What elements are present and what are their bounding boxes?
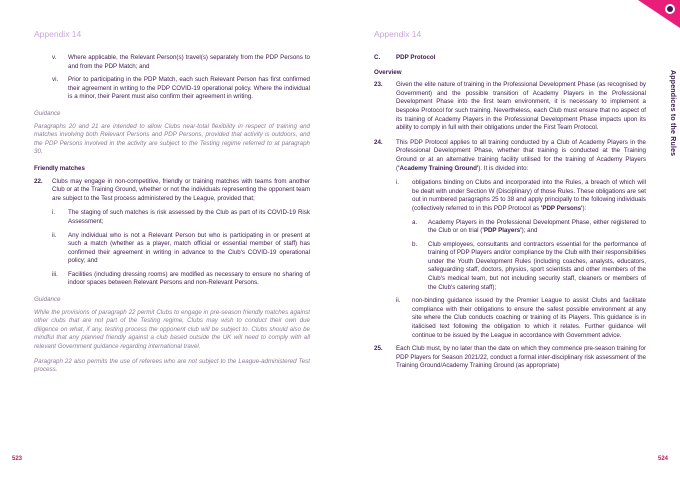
item-vi: [52, 76, 310, 102]
list-item: [52, 271, 310, 288]
page-number-right: 524: [657, 456, 668, 462]
paragraph-text: Given the elite nature of training in the Professional Development Phase (as recognised by Government) and the possible transition of Academy Players in the Professional Development Phase into the first team environment, it is necessary to implement a bespoke Protocol for such training. Nevertheless, each Club must ensure that no aspect of its training of Academy Players in the Professional Development Phase impacts upon its ability to comply in full with their obligations under the First Team Protocol.: [396, 81, 646, 132]
list-item: [52, 232, 310, 266]
paragraph-number: 24.: [374, 138, 383, 146]
item-text: Where applicable, the Relevant Person(s) travel(s) separately from the PDP Persons to and from the PDP Match; and: [68, 54, 310, 70]
list-item: [396, 179, 646, 213]
item-text: Prior to participating in the PDP Match, each such Relevant Person has first confirmed their agreement in writing to the PDP COVID-19 operational policy. Where the individual is a minor, their Parent must also confirm their agreement in writing.: [68, 76, 310, 101]
overview-heading: Overview: [374, 68, 402, 76]
section-title: PDP Protocol: [396, 54, 436, 61]
right-header: Appendix 14: [374, 29, 422, 39]
paragraph-text: This PDP Protocol applies to all training conducted by a Club of Academy Players in the Professional Development Phase, whether that training is conducted at the Training Ground or at an alternative training facility utilised for the training of Academy Players ('Academy Training Ground'). It is divided into:: [396, 138, 646, 172]
guidance-text: Paragraph 22 also permits the use of referees who are not subject to the League-administered Test process.: [34, 357, 310, 374]
right-page: [340, 0, 680, 483]
item-label: b.: [412, 240, 418, 248]
paragraph-text: Clubs may engage in non-competitive, friendly or training matches with teams from another Club or at the Training Ground, whether or not the individuals representing the opponent team are subject to the Test process administered by the League, provided that;: [52, 177, 310, 202]
guidance-text: Paragraphs 20 and 21 are intended to allow Clubs near-total flexibility in respect of training and matches involving both Relevant Persons and PDP Persons, provided that activity is outdoors, and the PDP Persons involved in the activity are subject to the Testing regime referred to at paragraph 30.: [34, 122, 310, 156]
premier-league-logo-corner: [628, 0, 680, 28]
paragraph-text: Each Club must, by no later than the date on which they commence pre-season training for PDP Players for Season 2021/22, conduct a formal inter-disciplinary risk assessment of the Training Ground/Academy Training Ground (as appropriate): [396, 345, 646, 370]
paragraph-number: 22.: [34, 177, 43, 185]
guidance-heading: Guidance: [34, 296, 61, 304]
paragraph-number: 25.: [374, 345, 383, 353]
item-label: i.: [396, 179, 400, 187]
page-number-left: 523: [12, 456, 23, 462]
side-tab: Appendices to the Rules: [669, 70, 676, 157]
list-item: [412, 219, 646, 236]
item-label: i.: [52, 209, 56, 217]
item-label: ii.: [396, 297, 401, 305]
item-label: vi.: [52, 76, 59, 84]
item-text: non-binding guidance issued by the Premier League to assist Clubs and facilitate compliance with their obligations to ensure the safest possible environment at any site where the Club conducts coaching or training of its Players. This guidance is in italicised text following the obligation to which it relates. Further guidance will continue to be issued by the League in accordance with Government advice.: [412, 297, 646, 339]
left-header: Appendix 14: [34, 29, 82, 39]
section-title-row: [374, 54, 646, 63]
list-item: [52, 209, 310, 226]
item-label: a.: [412, 218, 418, 226]
section-label: C.: [374, 54, 381, 61]
item-label: iii.: [52, 270, 58, 278]
right-column: [374, 54, 646, 377]
left-column: [34, 54, 310, 381]
item-label: v.: [52, 54, 57, 61]
item-text: Any individual who is not a Relevant Person but who is participating in or present at such a match (whether as a player, match official or essential member of staff) has confirmed their agreement in writing in advance to the Club's COVID-19 operational policy; and: [68, 231, 310, 265]
friendly-matches-heading: Friendly matches: [34, 164, 85, 172]
paragraph-22: [34, 178, 310, 204]
paragraph-25: [374, 345, 646, 371]
item-text: Club employees, consultants and contractors essential for the performance of training of PDP Players and/or compliance by the Club with their responsibilities under the Youth Development Rules (including coaches, analysts, educators, safeguarding staff, doctors, physios, sport scientists and other members of the Club's medical team, but not including security staff, cleaners or members of the Club's catering staff);: [428, 240, 646, 291]
paragraph-24: [374, 139, 646, 173]
item-text: Academy Players in the Professional Development Phase, either registered to the Club or on trial ('PDP Players'); and: [428, 218, 646, 235]
item-text: obligations binding on Clubs and incorporated into the Rules, a breach of which will be dealt with under Section W (Disciplinary) of those Rules. These obligations are set out in numbered paragraphs 25 to 38 and apply principally to the following individuals (collectively referred to in this PDP Protocol as 'PDP Persons'):: [412, 179, 646, 212]
item-text: The staging of such matches is risk assessed by the Club as part of its COVID-19 Risk Assessment;: [68, 209, 310, 225]
guidance-heading: Guidance: [34, 109, 61, 117]
item-text: Facilities (including dressing rooms) are modified as necessary to ensure no sharing of indoor spaces between Relevant Persons and non-Relevant Persons.: [68, 270, 310, 287]
guidance-text: While the provisions of paragraph 22 permit Clubs to engage in pre-season friendly matches against other clubs that are not part of the Testing regime, Clubs may wish to conduct their own due diligence on what, if any, testing process the opponent club will be subject to. Clubs should also be mindful that any planned friendly against a club based outside the UK will need to comply with all relevant Government guidance regarding international travel.: [34, 308, 310, 351]
item-label: ii.: [52, 231, 57, 239]
paragraph-23: [374, 81, 646, 133]
list-item: [396, 297, 646, 340]
list-item: [412, 241, 646, 293]
paragraph-number: 23.: [374, 81, 383, 89]
item-v: [52, 54, 310, 71]
